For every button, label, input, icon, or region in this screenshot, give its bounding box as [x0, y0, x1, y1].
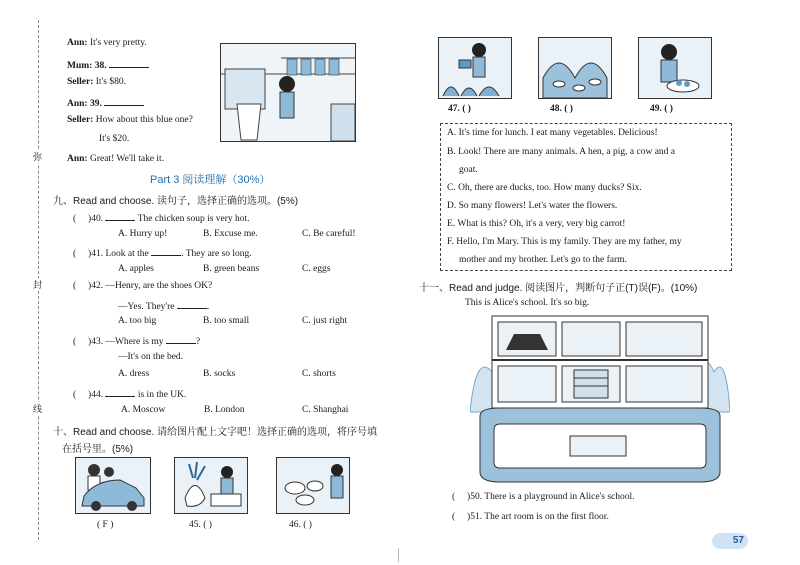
- q41-option-a[interactable]: A. apples: [118, 264, 154, 274]
- ducks-pond-picture: [538, 37, 612, 99]
- watering-flowers-picture: [438, 37, 512, 99]
- section-10-heading-line-1: 十、Read and choose. 请给图片配上文字吧！选择正确的选项，将序号填: [53, 427, 377, 438]
- option-a: A. It's time for lunch. I eat many vegetables. Delicious!: [447, 128, 658, 138]
- family-car-picture: [75, 457, 151, 514]
- options-box: [440, 123, 732, 271]
- q43-option-b[interactable]: B. socks: [203, 369, 236, 379]
- q50-statement: ( )50. There is a playground in Alice's school.: [452, 492, 635, 502]
- section-10-heading-line-2: 在括号里。(5%): [62, 444, 134, 455]
- picture-label-47: 47. ( ): [448, 104, 471, 114]
- picture-label-45: 45. ( ): [189, 520, 212, 530]
- option-b: B. Look! There are many animals. A hen, a pig, a cow and a: [447, 147, 676, 157]
- family-car-drawing: [76, 458, 150, 513]
- q42-stem: ( )42. —Henry, are the shoes OK?: [73, 281, 213, 291]
- q44-option-c[interactable]: C. Shanghai: [302, 405, 349, 415]
- q42-option-c[interactable]: C. just right: [302, 316, 348, 326]
- farm-animals-picture: [276, 457, 350, 514]
- dialogue-line-2: Mum: 38.: [67, 58, 149, 71]
- dialogue-line-5: Seller: How about this blue one?: [67, 115, 193, 125]
- picture-label-49: 49. ( ): [650, 104, 673, 114]
- farm-animals-drawing: [277, 458, 349, 513]
- section-11-heading: 十一、Read and judge. 阅读图片，判断句子正(T)误(F)。(10%): [419, 283, 698, 294]
- q40-option-b[interactable]: B. Excuse me.: [203, 229, 258, 239]
- q42-line2: —Yes. They're .: [118, 299, 209, 312]
- page-number: 57: [712, 533, 748, 549]
- dialogue-line-7: Ann: Great! We'll take it.: [67, 154, 165, 164]
- watering-flowers-drawing: [439, 38, 511, 98]
- picture-label-48: 48. ( ): [550, 104, 573, 114]
- binding-char-3: 线: [33, 402, 42, 415]
- option-f: F. Hello, I'm Mary. This is my family. They are my father, my: [447, 237, 682, 247]
- q43-option-c[interactable]: C. shorts: [302, 369, 336, 379]
- eating-vegetables-picture: [638, 37, 712, 99]
- option-f-continued: mother and my brother. Let's go to the farm.: [459, 255, 627, 265]
- q43-option-a[interactable]: A. dress: [118, 369, 150, 379]
- q44-option-a[interactable]: A. Moscow: [121, 405, 166, 415]
- clothes-shop-illustration: [220, 43, 356, 142]
- part-3-title: Part 3 阅读理解（30%）: [150, 174, 271, 186]
- option-d: D. So many flowers! Let's water the flowers.: [447, 201, 618, 211]
- school-illustration: [470, 312, 730, 488]
- eating-vegetables-drawing: [639, 38, 711, 98]
- picture-label-example: ( F ): [97, 520, 114, 530]
- ducks-pond-drawing: [539, 38, 611, 98]
- option-c: C. Oh, there are ducks, too. How many ducks? Six.: [447, 183, 642, 193]
- q41-stem: ( )41. Look at the . They are so long.: [73, 246, 252, 259]
- q44-option-b[interactable]: B. London: [204, 405, 245, 415]
- big-carrot-drawing: [175, 458, 247, 513]
- dialogue-line-1: Ann: It's very pretty.: [67, 38, 147, 48]
- picture-label-46: 46. ( ): [289, 520, 312, 530]
- option-b-continued: goat.: [459, 165, 478, 175]
- page-fold-mark: [398, 548, 399, 562]
- dialogue-line-3: Seller: It's $80.: [67, 77, 126, 87]
- q51-statement: ( )51. The art room is on the first floor.: [452, 512, 609, 522]
- section-9-heading: 九、Read and choose. 读句子，选择正确的选项。(5%): [53, 196, 299, 207]
- dialogue-line-6: It's $20.: [99, 134, 130, 144]
- big-carrot-picture: [174, 457, 248, 514]
- binding-char-2: 封: [33, 278, 42, 291]
- q43-line2: —It's on the bed.: [118, 352, 184, 362]
- q43-stem: ( )43. —Where is my ?: [73, 334, 200, 347]
- q41-option-c[interactable]: C. eggs: [302, 264, 331, 274]
- q42-option-b[interactable]: B. too small: [203, 316, 250, 326]
- dialogue-line-4: Ann: 39.: [67, 96, 144, 109]
- q40-stem: ( )40. The chicken soup is very hot.: [73, 211, 250, 224]
- school-drawing: [470, 312, 730, 488]
- q41-option-b[interactable]: B. green beans: [203, 264, 260, 274]
- clothes-shop-drawing: [221, 44, 355, 141]
- q44-stem: ( )44. is in the UK.: [73, 387, 186, 400]
- q40-option-c[interactable]: C. Be careful!: [302, 229, 356, 239]
- q42-option-a[interactable]: A. too big: [118, 316, 157, 326]
- school-intro: This is Alice's school. It's so big.: [465, 298, 590, 308]
- binding-char-1: 弥: [33, 150, 42, 163]
- q40-option-a[interactable]: A. Hurry up!: [118, 229, 168, 239]
- option-e: E. What is this? Oh, it's a very, very big carrot!: [447, 219, 626, 229]
